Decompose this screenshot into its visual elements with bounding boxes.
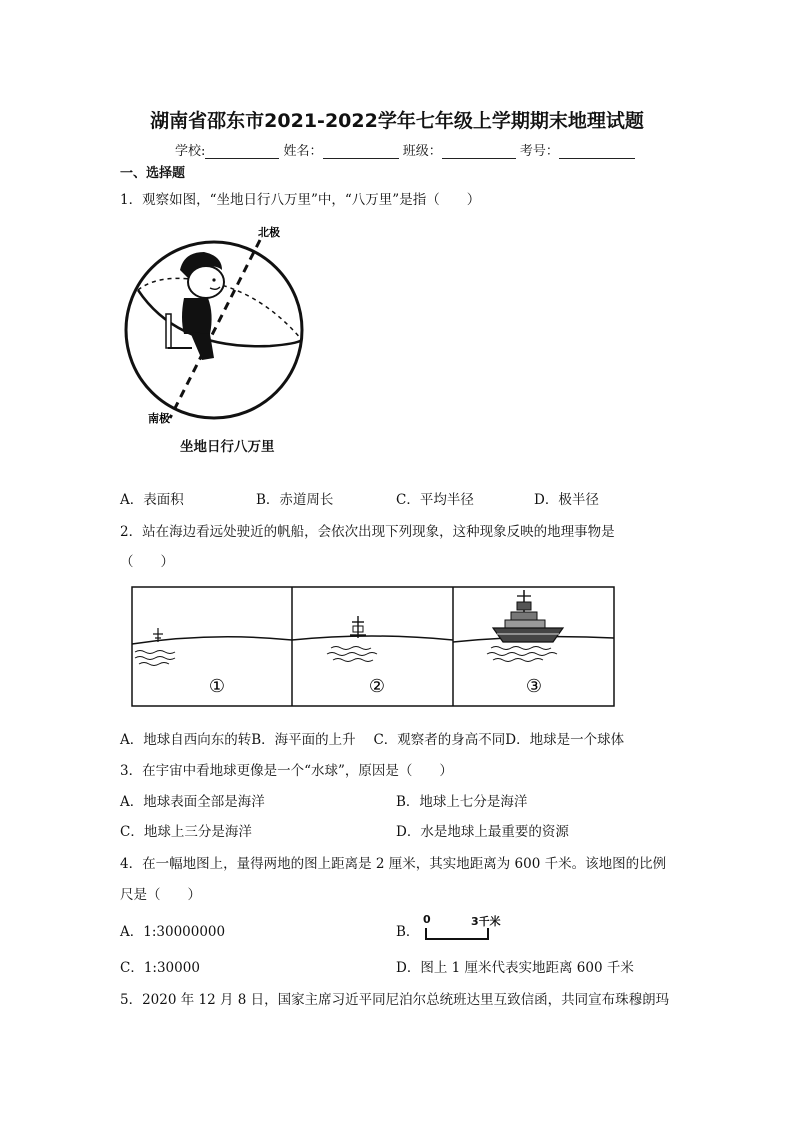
q2-stem: 2．站在海边看远处驶近的帆船，会依次出现下列现象，这种现象反映的地理事物是 <box>120 524 615 540</box>
panel-3 <box>453 590 614 697</box>
class-label: 班级： <box>402 144 442 159</box>
scale-zero-label: 0 <box>423 913 431 926</box>
id-label: 考号： <box>519 144 559 159</box>
panel-2 <box>292 616 453 697</box>
name-label: 姓名： <box>283 144 323 159</box>
q4-option-b[interactable]: B． <box>396 924 420 940</box>
south-pole-label: 南极 <box>148 412 170 425</box>
school-blank[interactable] <box>205 145 279 159</box>
q1-stem: 1．观察如图，“坐地日行八万里”中，“八万里”是指（ ） <box>120 192 481 208</box>
q3-option-a[interactable]: A．地球表面全部是海洋 <box>120 794 265 810</box>
q1-figure-caption: 坐地日行八万里 <box>180 439 275 455</box>
panel-1 <box>132 628 292 697</box>
scale-distance-label: 3千米 <box>471 915 501 928</box>
class-blank[interactable] <box>442 145 516 159</box>
q5-stem: 5．2020 年 12 月 8 日，国家主席习近平同尼泊尔总统班达里互致信函，共同宣布珠穆朗玛 <box>120 992 670 1008</box>
name-blank[interactable] <box>323 145 399 159</box>
q2-ship-panels <box>131 586 615 708</box>
section-heading: 一、选择题 <box>120 166 186 181</box>
student-info-line <box>175 140 635 159</box>
q2-options[interactable]: A．地球自西向东的转B．海平面的上升 C．观察者的身高不同D．地球是一个球体 <box>120 732 625 748</box>
q4-stem: 4．在一幅地图上，量得两地的图上距离是 2 厘米，其实地距离为 600 千米。该地图的比例 <box>120 856 667 872</box>
q1-globe-figure <box>118 222 328 457</box>
panel-3-label: ③ <box>525 676 543 697</box>
q1-option-a[interactable]: A．表面积 <box>120 492 184 508</box>
q2-stem-cont: （ ） <box>120 554 174 570</box>
q1-option-b[interactable]: B．赤道周长 <box>256 492 334 508</box>
q3-option-b[interactable]: B．地球上七分是海洋 <box>396 794 528 810</box>
q3-option-c[interactable]: C．地球上三分是海洋 <box>120 824 252 840</box>
q1-option-d[interactable]: D．极半径 <box>534 492 599 508</box>
panel-1-label: ① <box>208 676 226 697</box>
q4-option-d[interactable]: D．图上 1 厘米代表实地距离 600 千米 <box>396 960 634 976</box>
q3-stem: 3．在宇宙中看地球更像是一个“水球”，原因是（ ） <box>120 763 453 779</box>
q3-option-d[interactable]: D．水是地球上最重要的资源 <box>396 824 569 840</box>
sitting-person-illustration <box>166 252 224 360</box>
q4-stem-cont: 尺是（ ） <box>120 887 201 903</box>
full-ship-icon <box>493 590 563 642</box>
page-title: 湖南省邵东市2021-2022学年七年级上学期期末地理试题 <box>150 110 644 132</box>
q1-option-c[interactable]: C．平均半径 <box>396 492 474 508</box>
panel-2-label: ② <box>368 676 386 697</box>
scale-bar-icon <box>424 926 492 942</box>
q4-option-c[interactable]: C．1:30000 <box>120 960 200 976</box>
q4-option-a[interactable]: A．1:30000000 <box>120 924 226 940</box>
north-pole-label: 北极 <box>258 226 280 239</box>
school-label: 学校: <box>175 144 206 159</box>
ship-mast-medium <box>350 616 366 638</box>
id-blank[interactable] <box>559 145 635 159</box>
